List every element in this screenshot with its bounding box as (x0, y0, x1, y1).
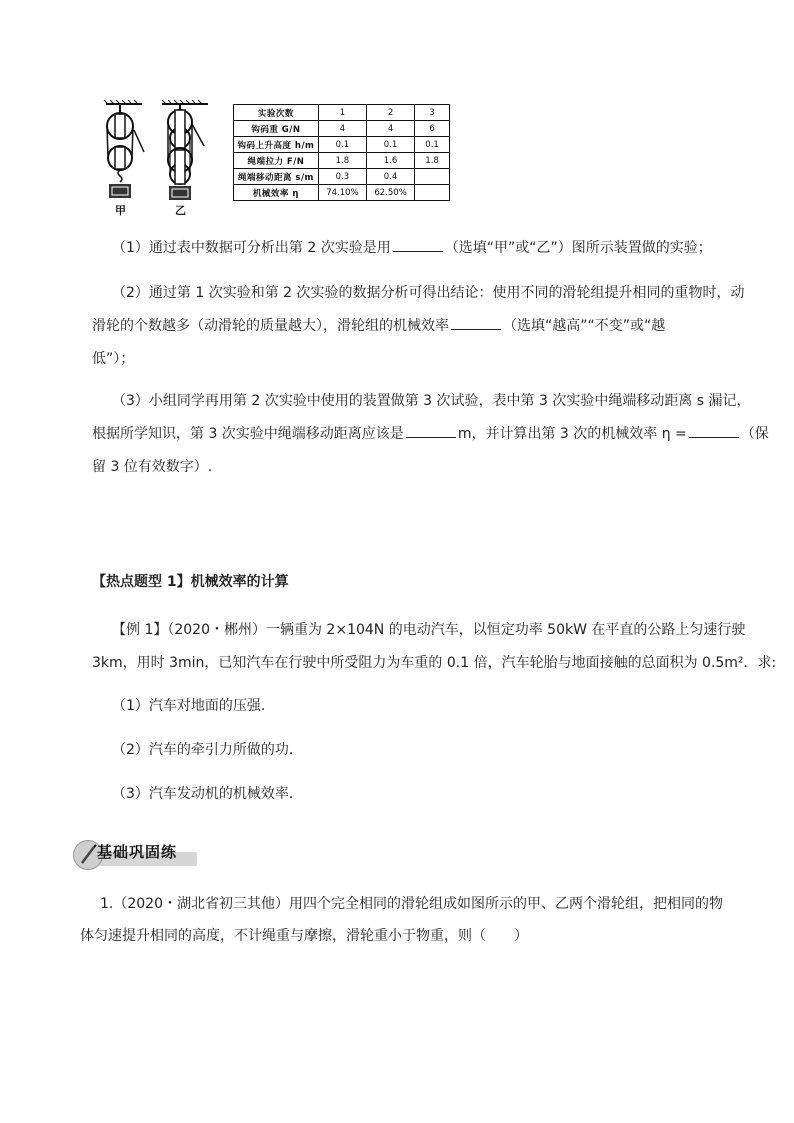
example-sub-1: （1）汽车对地面的压强． (112, 698, 275, 714)
table-cell: 6 (415, 121, 450, 137)
table-row (234, 185, 450, 201)
label-jia: 甲 (115, 204, 126, 217)
table-cell (415, 185, 450, 201)
question-2-line-1: （2）通过第 1 次实验和第 2 次实验的数据分析可得出结论：使用不同的滑轮组提升相同的重物时，动 (112, 285, 745, 301)
practice-line-2: 体匀速提升相同的高度，不计绳重与摩擦，滑轮重小于物重，则（ ） (80, 928, 528, 944)
table-cell: 74.10% (318, 185, 366, 201)
table-cell: 0.4 (367, 169, 415, 185)
table-cell: 0.1 (415, 137, 450, 153)
question-3-line-3: 留 3 位有效数字）. (92, 459, 213, 475)
question-3-text-a: 根据所学知识，第 3 次实验中绳端移动距离应该是 (92, 426, 404, 442)
example-sub-3: （3）汽车发动机的机械效率． (112, 786, 303, 802)
table-row (234, 121, 450, 137)
question-2-line-2 (92, 310, 665, 343)
example-sub-2: （2）汽车的牵引力所做的功． (112, 742, 303, 758)
table-cell: 1 (318, 105, 366, 121)
table-cell: 绳端拉力 F/N (234, 153, 319, 169)
table-row (234, 137, 450, 153)
table-cell: 实验次数 (234, 105, 319, 121)
table-row (234, 153, 450, 169)
table-cell: 钩码上升高度 h/m (234, 137, 319, 153)
table-cell: 3 (415, 105, 450, 121)
table-cell: 4 (367, 121, 415, 137)
table-cell: 绳端移动距离 s/m (234, 169, 319, 185)
table-cell: 1.8 (318, 153, 366, 169)
table-cell: 0.1 (318, 137, 366, 153)
question-3-text-b: m，并计算出第 3 次的机械效率 η = (457, 426, 687, 442)
table-cell: 4 (318, 121, 366, 137)
question-1 (112, 232, 712, 265)
answer-blank[interactable] (451, 315, 501, 330)
example-line-2: 3km，用时 3min，已知汽车在行驶中所受阻力为车重的 0.1 倍，汽车轮胎与地面接触的总面积为 0.5m²．求: (92, 655, 777, 671)
table-header-row (234, 105, 450, 121)
answer-blank[interactable] (393, 237, 443, 252)
table-cell: 钩码重 G/N (234, 121, 319, 137)
question-2-line-3: 低”）； (92, 351, 135, 367)
question-2-text-b: （选填“越高”“不变”或“越 (503, 318, 666, 334)
label-yi: 乙 (175, 204, 186, 217)
table-cell: 1.8 (415, 153, 450, 169)
table-cell (415, 169, 450, 185)
answer-blank[interactable] (406, 423, 456, 438)
badge-text: 基础巩固练 (97, 843, 178, 861)
table-cell: 1.6 (367, 153, 415, 169)
table-row (234, 169, 450, 185)
answer-blank[interactable] (689, 423, 739, 438)
question-1-text-a: （1）通过表中数据可分析出第 2 次实验是用 (112, 240, 391, 256)
experiment-table (233, 104, 450, 201)
table-cell: 0.3 (318, 169, 366, 185)
table-cell: 0.1 (367, 137, 415, 153)
question-1-text-b: （选填“甲”或“乙”）图所示装置做的实验； (444, 240, 712, 256)
example-line-1: 【例 1】（2020・郴州）一辆重为 2×104N 的电动汽车，以恒定功率 50kW 在平直的公路上匀速行驶 (112, 622, 746, 638)
section-badge (73, 838, 197, 870)
table-cell: 62.50% (367, 185, 415, 201)
question-3-line-2 (92, 418, 769, 451)
question-2-text-a: 滑轮的个数越多（动滑轮的质量越大），滑轮组的机械效率 (92, 318, 449, 334)
section-title: 【热点题型 1】机械效率的计算 (92, 574, 289, 590)
question-3-text-c: （保 (740, 426, 769, 442)
table-cell: 机械效率 η (234, 185, 319, 201)
table-cell: 2 (367, 105, 415, 121)
experiment-figure (100, 100, 450, 220)
practice-line-1: 1.（2020・湖北省初三其他）用四个完全相同的滑轮组成如图所示的甲、乙两个滑轮组，把相同的物 (100, 896, 723, 912)
question-3-line-1: （3）小组同学再用第 2 次实验中使用的装置做第 3 次试验，表中第 3 次实验中绳端移动距离 s 漏记， (112, 393, 751, 409)
